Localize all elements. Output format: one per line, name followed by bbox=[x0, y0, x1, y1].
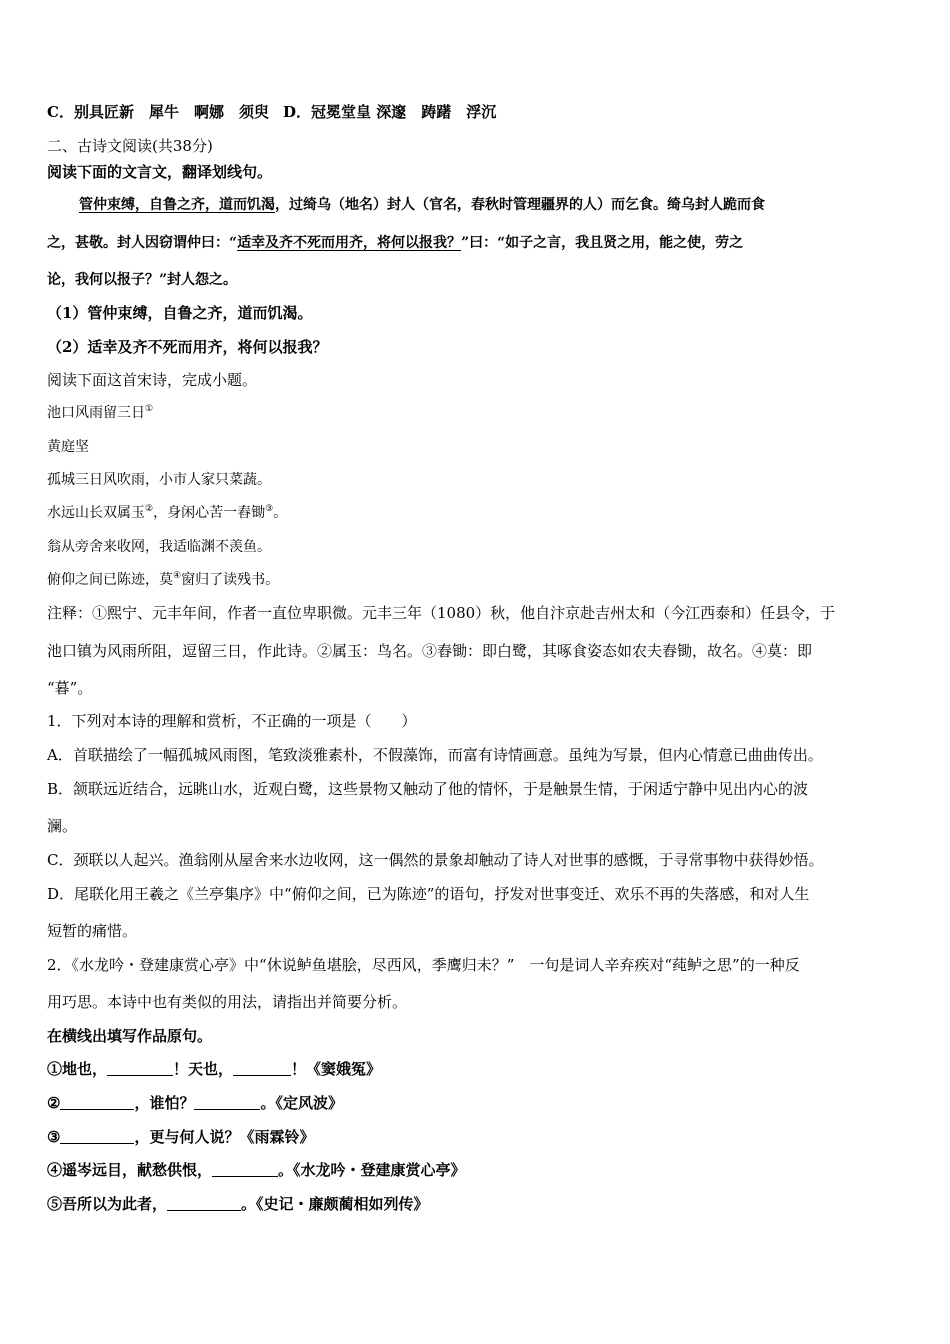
options-cd-line bbox=[47, 102, 496, 122]
section2-title: 二、古诗文阅读(共38分) bbox=[47, 137, 213, 155]
passage-line-3: 论，我何以报子？”封人怨之。 bbox=[47, 272, 238, 288]
poem-line-4b: 窗归了读残书。 bbox=[181, 572, 280, 588]
option-d-label: D． bbox=[282, 103, 311, 121]
option-d-line-2: 短暂的痛惜。 bbox=[47, 922, 138, 940]
fill-item-3 bbox=[47, 1127, 314, 1147]
option-b-line-1: B．颔联远近结合，远眺山水，近观白鹭，这些景物又触动了他的情怀，于是触景生情，于闲适宁静中见出内心的波 bbox=[47, 780, 809, 798]
poem-line-2a: 水远山长双属玉 bbox=[47, 505, 145, 521]
passage-seg5: ”曰：“如子之言，我且贤之用，能之使，劳之 bbox=[461, 235, 744, 251]
poem-instruction: 阅读下面这首宋诗，完成小题。 bbox=[47, 371, 258, 389]
poem-line-4a: 俯仰之间已陈迹，莫 bbox=[47, 572, 173, 588]
poem-note-2: ② bbox=[145, 504, 154, 514]
question-1-stem: 1．下列对本诗的理解和赏析，不正确的一项是（ ） bbox=[47, 712, 417, 730]
option-d-line-1: D．尾联化用王羲之《兰亭集序》中“俯仰之间，已为陈迹”的语句，抒发对世事变迁、欢乐不再的失落感，和对人生 bbox=[47, 885, 810, 903]
poem-note-3: ③ bbox=[265, 504, 274, 514]
fill-item-1-a: ①地也， bbox=[47, 1060, 108, 1078]
fill-blank[interactable] bbox=[107, 1061, 173, 1076]
option-c: C．颈联以人起兴。渔翁刚从屋舍来水边收网，这一偶然的景象却触动了诗人对世事的感慨，于寻常事物中获得妙悟。 bbox=[47, 851, 824, 869]
passage-underlined-2: 适幸及齐不死而用齐，将何以报我？ bbox=[237, 235, 462, 251]
fill-blank[interactable] bbox=[167, 1196, 241, 1211]
fill-title: 在横线出填写作品原句。 bbox=[47, 1027, 213, 1045]
fill-item-2-b: ，谁怕？ bbox=[134, 1094, 195, 1112]
option-c-label: C． bbox=[47, 103, 74, 121]
passage-seg2: ，过绮乌（地名）封人（官名，春秋时管理疆界的人）而乞食。绮乌封人跪而食 bbox=[275, 197, 765, 213]
fill-item-4-a: ④遥岑远目，献愁供恨， bbox=[47, 1161, 213, 1179]
poem-line-2c: 。 bbox=[273, 505, 288, 521]
option-a: A．首联描绘了一幅孤城风雨图，笔致淡雅素朴，不假藻饰，而富有诗情画意。虽纯为写景，但内心情意已曲曲传出。 bbox=[47, 746, 823, 764]
option-b-line-2: 澜。 bbox=[47, 817, 78, 835]
poem-title-note: ① bbox=[145, 404, 154, 414]
option-c-words: 别具匠新 犀牛 啊娜 须臾 bbox=[73, 103, 269, 121]
fill-blank[interactable] bbox=[194, 1095, 260, 1110]
passage-seg3: 之，甚敬。封人因窃谓仲曰：“ bbox=[47, 235, 238, 251]
fill-item-2-a: ② bbox=[47, 1094, 61, 1112]
poem-note-4: ④ bbox=[173, 571, 182, 581]
section2-instruction: 阅读下面的文言文，翻译划线句。 bbox=[47, 163, 273, 181]
fill-item-1-b: ！天也， bbox=[173, 1060, 234, 1078]
poem-author: 黄庭坚 bbox=[47, 439, 89, 455]
poem-line-4 bbox=[47, 570, 279, 590]
fill-item-1 bbox=[47, 1059, 381, 1079]
poem-line-3: 翁从旁舍来收网，我适临渊不羡鱼。 bbox=[47, 539, 271, 555]
poem-title-text: 池口风雨留三日 bbox=[47, 405, 145, 421]
fill-item-5-a: ⑤吾所以为此者， bbox=[47, 1195, 168, 1213]
option-d-words: 冠冕堂皇 深邃 踌躇 浮沉 bbox=[310, 103, 497, 121]
passage-underlined-1: 管仲束缚，自鲁之齐，道而饥渴 bbox=[79, 197, 275, 213]
notes-line-1: 注释：①熙宁、元丰年间，作者一直位卑职微。元丰三年（1080）秋，他自汴京赴吉州太和（今江西泰和）任县令，于 bbox=[47, 604, 836, 622]
poem-line-2b: ，身闲心苦一舂锄 bbox=[153, 505, 266, 521]
poem-line-1: 孤城三日风吹雨，小市人家只菜蔬。 bbox=[47, 472, 271, 488]
fill-item-2-c: 。《定风波》 bbox=[260, 1094, 343, 1112]
fill-item-5-b: 。《史记・廉颇蔺相如列传》 bbox=[241, 1195, 429, 1213]
fill-item-1-c: ！《窦娥冤》 bbox=[291, 1060, 382, 1078]
fill-item-4-b: 。《水龙吟・登建康赏心亭》 bbox=[278, 1161, 466, 1179]
passage-line-2 bbox=[47, 233, 743, 253]
fill-blank[interactable] bbox=[212, 1162, 278, 1177]
fill-item-4 bbox=[47, 1160, 466, 1180]
poem-line-2 bbox=[47, 503, 287, 523]
translate-q1: （1）管仲束缚，自鲁之齐，道而饥渴。 bbox=[47, 304, 313, 322]
fill-item-5 bbox=[47, 1194, 429, 1214]
notes-line-3: “暮”。 bbox=[47, 679, 93, 697]
fill-blank[interactable] bbox=[233, 1061, 291, 1076]
fill-blank[interactable] bbox=[60, 1129, 134, 1144]
fill-item-3-b: ，更与何人说？《雨霖铃》 bbox=[134, 1128, 315, 1146]
translate-q2: （2）适幸及齐不死而用齐，将何以报我？ bbox=[47, 338, 328, 356]
notes-line-2: 池口镇为风雨所阻，逗留三日，作此诗。②属玉：鸟名。③舂锄：即白鹭，其啄食姿态如农夫舂锄，故名。④莫：即 bbox=[47, 642, 813, 660]
question-2-line-2: 用巧思。本诗中也有类似的用法，请指出并简要分析。 bbox=[47, 993, 408, 1011]
fill-blank[interactable] bbox=[60, 1095, 134, 1110]
passage-line-1 bbox=[79, 195, 765, 215]
fill-item-2 bbox=[47, 1093, 343, 1113]
poem-title bbox=[47, 403, 153, 423]
question-2-line-1: 2．《水龙吟・登建康赏心亭》中“休说鲈鱼堪脍，尽西风，季鹰归未？” 一句是词人辛弃疾对“莼鲈之思”的一种反 bbox=[47, 956, 800, 974]
fill-item-3-a: ③ bbox=[47, 1128, 61, 1146]
